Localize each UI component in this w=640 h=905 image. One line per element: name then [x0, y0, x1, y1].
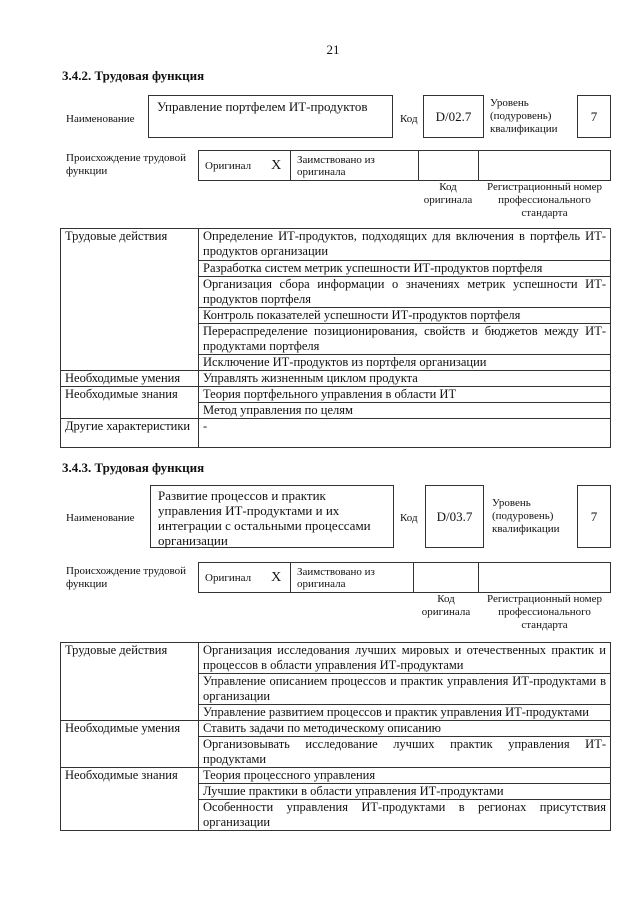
reg-number-caption: Регистрационный номер профессионального стандарта	[486, 593, 603, 631]
name-label: Наименование	[66, 512, 135, 524]
level-label: Уровень (подуровень) квалификации	[492, 497, 560, 535]
origin-table	[198, 562, 611, 593]
action-item: Разработка систем метрик успешности ИТ-продуктов портфеля	[199, 261, 611, 277]
orig-code-caption: Код оригинала	[421, 593, 471, 618]
orig-code-caption: Код оригинала	[423, 181, 473, 206]
section-heading: 3.4.3. Трудовая функция	[62, 460, 205, 475]
name-value: Управление портфелем ИТ-продуктов	[148, 95, 393, 138]
action-item: Управление описанием процессов и практик управления ИТ-продуктами в организации	[199, 674, 611, 705]
original-cell: Оригинал X	[199, 151, 291, 181]
borrowed-cell: Заимствовано из оригинала	[291, 151, 419, 181]
original-mark: X	[271, 157, 282, 173]
action-item: Организация исследования лучших мировых и отечественных практик и процессов в области управления ИТ-продуктами	[199, 643, 611, 674]
skill-item: Управлять жизненным циклом продукта	[199, 371, 611, 387]
knowledge-item: Особенности управления ИТ-продуктами в регионах присутствия организации	[199, 800, 611, 831]
reg-number-cell	[479, 151, 611, 181]
knowledge-label: Необходимые знания	[61, 768, 199, 831]
actions-label: Трудовые действия	[61, 229, 199, 371]
knowledge-item: Лучшие практики в области управления ИТ-продуктами	[199, 784, 611, 800]
orig-code-cell	[414, 563, 479, 593]
code-value: D/03.7	[425, 485, 484, 548]
code-label: Код	[400, 113, 418, 125]
other-item: -	[199, 419, 611, 448]
original-cell: Оригинал X	[199, 563, 291, 593]
knowledge-label: Необходимые знания	[61, 387, 199, 419]
name-value: Развитие процессов и практик управления ИТ-продуктами и их интеграции с остальными процессами организации	[150, 485, 394, 548]
reg-number-cell	[479, 563, 611, 593]
knowledge-item: Метод управления по целям	[199, 403, 611, 419]
origin-table	[198, 150, 611, 181]
knowledge-item: Теория процессного управления	[199, 768, 611, 784]
orig-code-cell	[419, 151, 479, 181]
level-label: Уровень (подуровень) квалификации	[490, 97, 558, 135]
skills-label: Необходимые умения	[61, 371, 199, 387]
skill-item: Ставить задачи по методическому описанию	[199, 721, 611, 737]
skill-item: Организовывать исследование лучших практик управления ИТ-продуктами	[199, 737, 611, 768]
action-item: Организация сбора информации о значениях метрик успешности ИТ-продуктов портфеля	[199, 277, 611, 308]
function-details-table	[60, 642, 611, 831]
page-number: 21	[326, 42, 340, 57]
other-label: Другие характеристики	[61, 419, 199, 448]
action-item: Определение ИТ-продуктов, подходящих для включения в портфель ИТ-продуктов организации	[199, 229, 611, 261]
level-value: 7	[577, 485, 611, 548]
original-mark: X	[271, 569, 282, 585]
origin-label: Происхождение трудовой функции	[66, 152, 187, 177]
section-heading: 3.4.2. Трудовая функция	[62, 68, 205, 83]
reg-number-caption: Регистрационный номер профессионального стандарта	[486, 181, 603, 219]
function-details-table	[60, 228, 611, 448]
action-item: Контроль показателей успешности ИТ-продуктов портфеля	[199, 308, 611, 324]
action-item: Управление развитием процессов и практик управления ИТ-продуктами	[199, 705, 611, 721]
origin-label: Происхождение трудовой функции	[66, 565, 187, 590]
borrowed-cell: Заимствовано из оригинала	[291, 563, 414, 593]
action-item: Исключение ИТ-продуктов из портфеля организации	[199, 355, 611, 371]
actions-label: Трудовые действия	[61, 643, 199, 721]
action-item: Перераспределение позиционирования, свойств и бюджетов между ИТ-продуктами портфеля	[199, 324, 611, 355]
code-label: Код	[400, 512, 418, 524]
level-value: 7	[577, 95, 611, 138]
knowledge-item: Теория портфельного управления в области ИТ	[199, 387, 611, 403]
skills-label: Необходимые умения	[61, 721, 199, 768]
code-value: D/02.7	[423, 95, 484, 138]
name-label: Наименование	[66, 113, 135, 125]
